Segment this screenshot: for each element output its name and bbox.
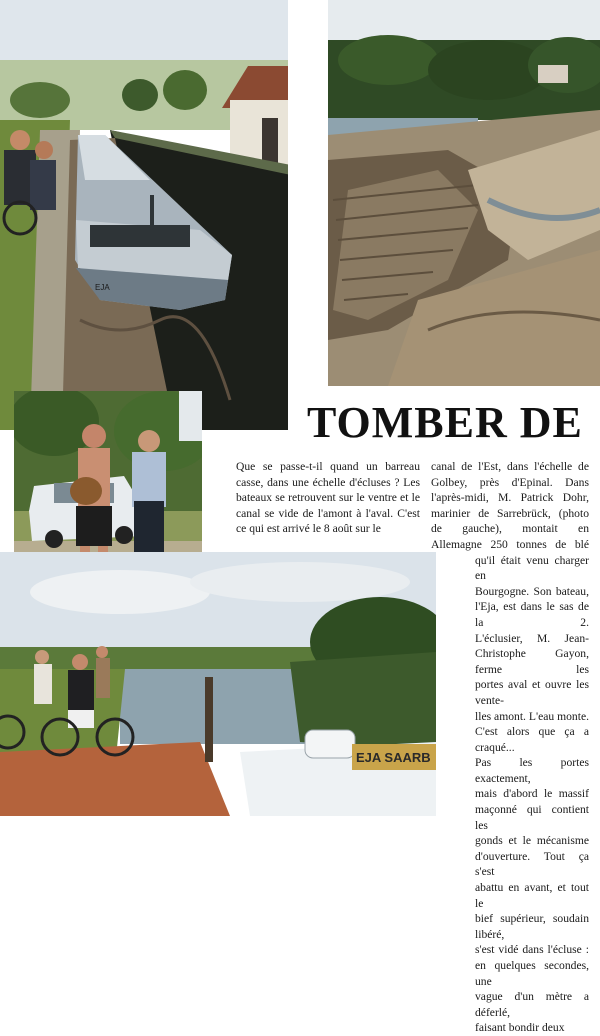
column-2-line: Pas les portes exactement, [475, 756, 589, 785]
article-headline: TOMBER DE [307, 398, 583, 447]
photo-skipper-and-officer [14, 391, 202, 578]
column-2-line: l'après-midi, M. Patrick Dohr, [431, 491, 589, 505]
photo-drained-canal [328, 0, 600, 386]
column-2-line: Allemagne 250 tonnes de blé [431, 537, 589, 551]
column-2-line: qu'il était venu charger en [475, 553, 589, 583]
column-2-line: bief supérieur, soudain libéré, [475, 912, 589, 941]
column-2-line: Bourgogne. Son bateau, [475, 584, 589, 598]
column-2-line: d'ouverture. Tout ça s'est [475, 849, 589, 879]
boat-sign-label: EJA SAARB [356, 750, 431, 765]
column-2-line: lles amont. L'eau monte. [475, 709, 589, 723]
column-2-line: portes aval et ouvre les vente- [475, 678, 589, 707]
column-2-line: marinier de Sarrebrück, (photo [431, 506, 589, 520]
article-lead-text: Que se passe-t-il quand un barreau casse, dans une échelle d'écluses ? Les bateaux se retrouvent sur le ventre et le canal se vide de l'amont à l'aval. C'est ce qui est arrivé le 8 août sur le [236, 460, 420, 536]
column-2-line: abattu en avant, et tout le [475, 881, 589, 910]
column-2-line: en quelques secondes, une [475, 959, 589, 988]
column-2-line: de gauche), montait en [431, 522, 589, 536]
barge-name-label: EJA [95, 283, 110, 292]
article-column-1 [236, 459, 420, 537]
column-2-line: Christophe Gayon, ferme les [475, 647, 589, 676]
column-2-line: mais d'abord le massif [475, 787, 589, 801]
photo-canal-barge [0, 0, 291, 430]
column-2-line: L'éclusier, M. Jean- [475, 631, 589, 645]
column-2-line: vague d'un mètre a déferlé, [475, 990, 589, 1019]
column-2-line: l'Eja, est dans le sas de la 2. [475, 600, 589, 629]
column-2-line: s'est vidé dans l'écluse : [475, 943, 589, 957]
column-2-line: faisant bondir deux [475, 1021, 565, 1035]
article-column-2 [431, 459, 589, 1036]
photo-lock-crowd [0, 552, 436, 816]
column-2-line: C'est alors que ça a craqué... [475, 725, 589, 754]
column-2-line: canal de l'Est, dans l'échelle de [431, 460, 589, 473]
column-2-line: Golbey, près d'Epinal. Dans [431, 475, 589, 489]
column-2-line: gonds et le mécanisme [475, 834, 589, 848]
column-2-line: maçonné qui contient les [475, 803, 589, 832]
